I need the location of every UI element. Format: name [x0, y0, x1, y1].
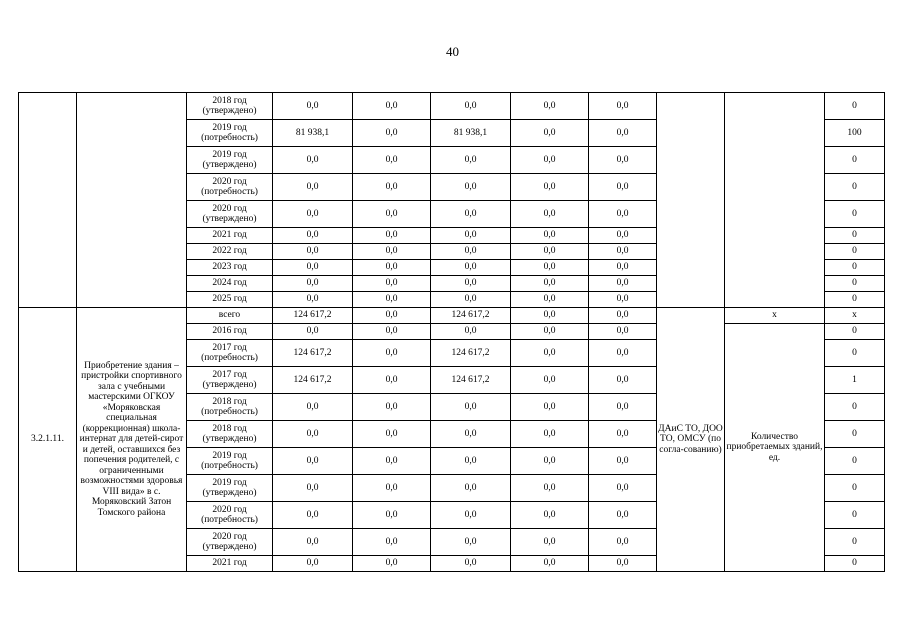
value-cell: 0,0: [431, 260, 511, 276]
value-cell: 0,0: [353, 201, 431, 228]
value-cell: 0,0: [353, 475, 431, 502]
value-cell: 0,0: [273, 475, 353, 502]
indicator-value-cell: 0: [825, 394, 885, 421]
value-cell: 0,0: [273, 201, 353, 228]
value-cell: 0,0: [431, 475, 511, 502]
value-cell: 0,0: [511, 93, 589, 120]
indicator-value-cell: 0: [825, 244, 885, 260]
value-cell: 0,0: [273, 421, 353, 448]
value-cell: 0,0: [589, 367, 657, 394]
value-cell: 0,0: [273, 324, 353, 340]
value-cell: 0,0: [589, 448, 657, 475]
value-cell: 0,0: [511, 120, 589, 147]
value-cell: 0,0: [589, 244, 657, 260]
executor-cell: ДАиС ТО, ДОО ТО, ОМСУ (по согла-сованию): [657, 308, 725, 572]
value-cell: 0,0: [273, 93, 353, 120]
program-table: [18, 92, 885, 572]
value-cell: 0,0: [511, 292, 589, 308]
indicator-value-cell: 0: [825, 292, 885, 308]
value-cell: 0,0: [511, 308, 589, 324]
period-cell: 2017 год (потребность): [187, 340, 273, 367]
value-cell: 81 938,1: [273, 120, 353, 147]
value-cell: 0,0: [353, 324, 431, 340]
value-cell: 0,0: [273, 228, 353, 244]
value-cell: 0,0: [589, 174, 657, 201]
period-cell: 2020 год (утверждено): [187, 529, 273, 556]
value-cell: 0,0: [431, 292, 511, 308]
indicator-name-total-cell: х: [725, 308, 825, 324]
value-cell: 0,0: [511, 394, 589, 421]
value-cell: 0,0: [273, 529, 353, 556]
period-cell: 2019 год (утверждено): [187, 475, 273, 502]
value-cell: 0,0: [511, 324, 589, 340]
value-cell: 0,0: [431, 529, 511, 556]
value-cell: 0,0: [589, 394, 657, 421]
value-cell: 0,0: [273, 448, 353, 475]
period-cell: 2024 год: [187, 276, 273, 292]
value-cell: 0,0: [511, 147, 589, 174]
value-cell: 0,0: [431, 201, 511, 228]
value-cell: 0,0: [431, 276, 511, 292]
period-cell: 2019 год (утверждено): [187, 147, 273, 174]
value-cell: 0,0: [273, 292, 353, 308]
period-cell: 2019 год (потребность): [187, 448, 273, 475]
value-cell: 0,0: [273, 174, 353, 201]
indicator-value-cell: 0: [825, 340, 885, 367]
indicator-name-cell: Количество приобретаемых зданий, ед.: [725, 324, 825, 572]
value-cell: 0,0: [353, 421, 431, 448]
item-number-cell: 3.2.1.11.: [19, 308, 77, 572]
value-cell: 0,0: [273, 244, 353, 260]
value-cell: 0,0: [511, 276, 589, 292]
value-cell: 0,0: [353, 174, 431, 201]
value-cell: 0,0: [353, 147, 431, 174]
indicator-value-cell: 0: [825, 324, 885, 340]
value-cell: 0,0: [353, 292, 431, 308]
value-cell: 0,0: [589, 475, 657, 502]
indicator-value-cell: 0: [825, 260, 885, 276]
table-row: [19, 308, 885, 324]
value-cell: 0,0: [511, 201, 589, 228]
indicator-value-cell: 0: [825, 421, 885, 448]
period-cell: 2019 год (потребность): [187, 120, 273, 147]
value-cell: 0,0: [511, 556, 589, 572]
value-cell: 0,0: [353, 367, 431, 394]
indicator-name-cell: [725, 93, 825, 308]
value-cell: 0,0: [589, 421, 657, 448]
value-cell: 0,0: [431, 421, 511, 448]
value-cell: 0,0: [273, 556, 353, 572]
value-cell: 0,0: [589, 308, 657, 324]
value-cell: 0,0: [589, 201, 657, 228]
value-cell: 0,0: [511, 228, 589, 244]
period-cell: 2025 год: [187, 292, 273, 308]
table-row: [19, 93, 885, 120]
indicator-value-cell: х: [825, 308, 885, 324]
period-cell: 2021 год: [187, 228, 273, 244]
value-cell: 0,0: [589, 228, 657, 244]
value-cell: 0,0: [353, 260, 431, 276]
period-cell: 2018 год (утверждено): [187, 421, 273, 448]
value-cell: 0,0: [431, 448, 511, 475]
value-cell: 0,0: [273, 260, 353, 276]
value-cell: 0,0: [273, 502, 353, 529]
value-cell: 0,0: [273, 147, 353, 174]
indicator-value-cell: 0: [825, 475, 885, 502]
indicator-value-cell: 0: [825, 93, 885, 120]
value-cell: 0,0: [589, 276, 657, 292]
value-cell: 0,0: [353, 529, 431, 556]
value-cell: 0,0: [431, 147, 511, 174]
period-cell: 2016 год: [187, 324, 273, 340]
value-cell: 0,0: [511, 502, 589, 529]
indicator-value-cell: 0: [825, 276, 885, 292]
indicator-value-cell: 0: [825, 201, 885, 228]
indicator-value-cell: 0: [825, 147, 885, 174]
item-name-cell: Приобретение здания – пристройки спортивного зала с учебными мастерскими ОГКОУ «Моряковская специальная (коррекционная) школа-интернат для детей-сирот и детей, оставшихся без попечения родителей, с ограниченными возможностями здоровья VIII вида» в с. Моряковский Затон Томского района: [77, 308, 187, 572]
value-cell: 0,0: [511, 244, 589, 260]
value-cell: 0,0: [589, 93, 657, 120]
value-cell: 124 617,2: [273, 340, 353, 367]
value-cell: 0,0: [511, 260, 589, 276]
period-cell: 2018 год (потребность): [187, 394, 273, 421]
value-cell: 0,0: [589, 324, 657, 340]
value-cell: 0,0: [431, 502, 511, 529]
value-cell: 124 617,2: [273, 367, 353, 394]
indicator-value-cell: 100: [825, 120, 885, 147]
value-cell: 0,0: [511, 448, 589, 475]
value-cell: 0,0: [353, 448, 431, 475]
value-cell: 124 617,2: [431, 340, 511, 367]
value-cell: 0,0: [353, 556, 431, 572]
value-cell: 0,0: [589, 529, 657, 556]
value-cell: 0,0: [431, 244, 511, 260]
value-cell: 0,0: [431, 324, 511, 340]
value-cell: 0,0: [353, 276, 431, 292]
indicator-value-cell: 0: [825, 529, 885, 556]
indicator-value-cell: 0: [825, 174, 885, 201]
period-cell: 2020 год (потребность): [187, 502, 273, 529]
period-cell: 2022 год: [187, 244, 273, 260]
value-cell: 0,0: [273, 276, 353, 292]
value-cell: 0,0: [589, 260, 657, 276]
value-cell: 0,0: [353, 228, 431, 244]
value-cell: 0,0: [353, 244, 431, 260]
indicator-value-cell: 0: [825, 556, 885, 572]
value-cell: 124 617,2: [431, 308, 511, 324]
value-cell: 0,0: [353, 502, 431, 529]
value-cell: 0,0: [511, 367, 589, 394]
period-cell: 2021 год: [187, 556, 273, 572]
value-cell: 0,0: [431, 556, 511, 572]
value-cell: 0,0: [511, 529, 589, 556]
value-cell: 124 617,2: [431, 367, 511, 394]
value-cell: 0,0: [589, 556, 657, 572]
period-cell: 2020 год (утверждено): [187, 201, 273, 228]
period-cell: всего: [187, 308, 273, 324]
value-cell: 0,0: [589, 502, 657, 529]
value-cell: 0,0: [353, 120, 431, 147]
period-cell: 2017 год (утверждено): [187, 367, 273, 394]
value-cell: 0,0: [511, 174, 589, 201]
period-cell: 2023 год: [187, 260, 273, 276]
period-cell: 2018 год (утверждено): [187, 93, 273, 120]
value-cell: 0,0: [431, 174, 511, 201]
value-cell: 124 617,2: [273, 308, 353, 324]
value-cell: 0,0: [273, 394, 353, 421]
value-cell: 0,0: [589, 147, 657, 174]
value-cell: 0,0: [353, 340, 431, 367]
value-cell: 0,0: [353, 308, 431, 324]
indicator-value-cell: 1: [825, 367, 885, 394]
indicator-value-cell: 0: [825, 448, 885, 475]
name-cell: [77, 93, 187, 308]
value-cell: 0,0: [511, 475, 589, 502]
indicator-value-cell: 0: [825, 502, 885, 529]
value-cell: 0,0: [353, 93, 431, 120]
executor-cell: [657, 93, 725, 308]
indicator-value-cell: 0: [825, 228, 885, 244]
value-cell: 0,0: [511, 421, 589, 448]
value-cell: 0,0: [431, 93, 511, 120]
value-cell: 0,0: [511, 340, 589, 367]
value-cell: 0,0: [589, 340, 657, 367]
period-cell: 2020 год (потребность): [187, 174, 273, 201]
value-cell: 0,0: [589, 120, 657, 147]
value-cell: 0,0: [431, 394, 511, 421]
value-cell: 0,0: [353, 394, 431, 421]
number-cell: [19, 93, 77, 308]
page-number: 40: [446, 44, 459, 59]
value-cell: 81 938,1: [431, 120, 511, 147]
value-cell: 0,0: [589, 292, 657, 308]
value-cell: 0,0: [431, 228, 511, 244]
